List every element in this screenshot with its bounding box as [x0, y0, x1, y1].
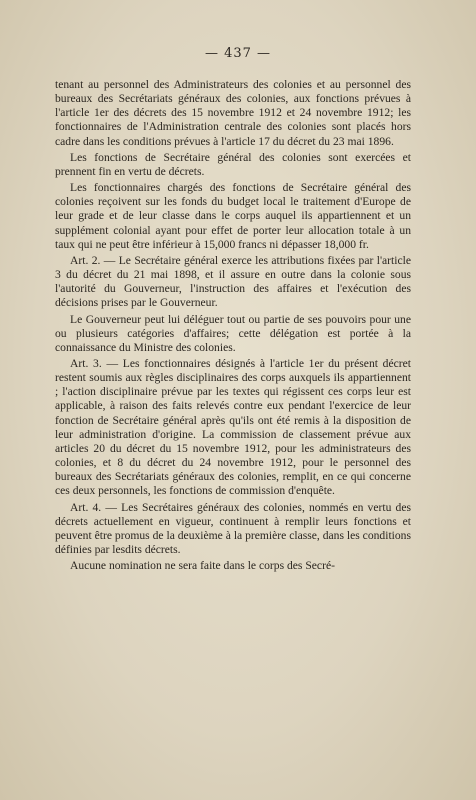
paragraph-last-line: Aucune nomination ne sera faite dans le corps des Secré-	[70, 559, 335, 573]
paragraph: Les fonctionnaires chargés des fonctions de Secrétaire général des colonies reçoivent sur les fonds du budget local le traitement d'Europe de leur grade et de leur classe dans le corps auquel ils appartiennent et un supplément colonial ayant pour effet de porter leur allocation totale à un taux qui ne peut être inférieur à 15,000 francs ni dépasser 18,000 fr.	[55, 181, 411, 251]
paragraph: Le Gouverneur peut lui déléguer tout ou partie de ses pouvoirs pour une ou plusieurs catégories d'affaires; cette délégation est portée à la connaissance du Ministre des colonies.	[55, 312, 411, 354]
article-4-paragraph: Art. 4. — Les Secrétaires généraux des colonies, nommés en vertu des décrets actuellement en vigueur, continuent à remplir leurs fonctions et peuvent être promus de la deuxième à la première classe, dans les conditions définies par lesdits décrets.	[55, 500, 411, 556]
paragraph: Les fonctions de Secrétaire général des colonies sont exercées et prennent fin en vertu de décrets.	[55, 150, 411, 178]
paragraph-continuation: tenant au personnel des Administrateurs des colonies et au personnel des bureaux des Secrétariats généraux des colonies, aux fonctions prévues à l'article 1er des décrets des 15 novembre 1912 et 24 novembre 1912; les fonctionnaires de l'Administration centrale des colonies sont placés hors cadre dans les conditions prévues à l'article 17 du décret du 23 mai 1896.	[55, 78, 411, 148]
page-number: — 437 —	[204, 46, 272, 61]
article-2-paragraph: Art. 2. — Le Secrétaire général exerce les attributions fixées par l'article 3 du décret du 21 mai 1898, et il assure en outre dans la colonie sous l'autorité du Gouverneur, l'instruction des affaires et l'exécution des décisions prises par le Gouverneur.	[55, 253, 411, 310]
article-3-paragraph: Art. 3. — Les fonctionnaires désignés à l'article 1er du présent décret restent soumis aux règles disciplinaires des corps auxquels ils appartiennent ; l'action disciplinaire prévue par les textes qui régissent ces corps leur est applicable, à raison des faits relevés contre eux pendant l'exercice de leur fonction de Secrétaire général après qu'ils ont été remis à la disposition de leur administration d'origine. La commission de classement prévue aux articles 20 du décret du 15 novembre 1912, pour les administrateurs des colonies, et 8 du décret du 24 novembre 1912, pour le personnel des bureaux des Secrétariats généraux des colonies, remplit, en ce qui concerne ces deux personnels, les fonctions de commission d'enquête.	[55, 356, 411, 498]
body-text	[55, 78, 411, 575]
